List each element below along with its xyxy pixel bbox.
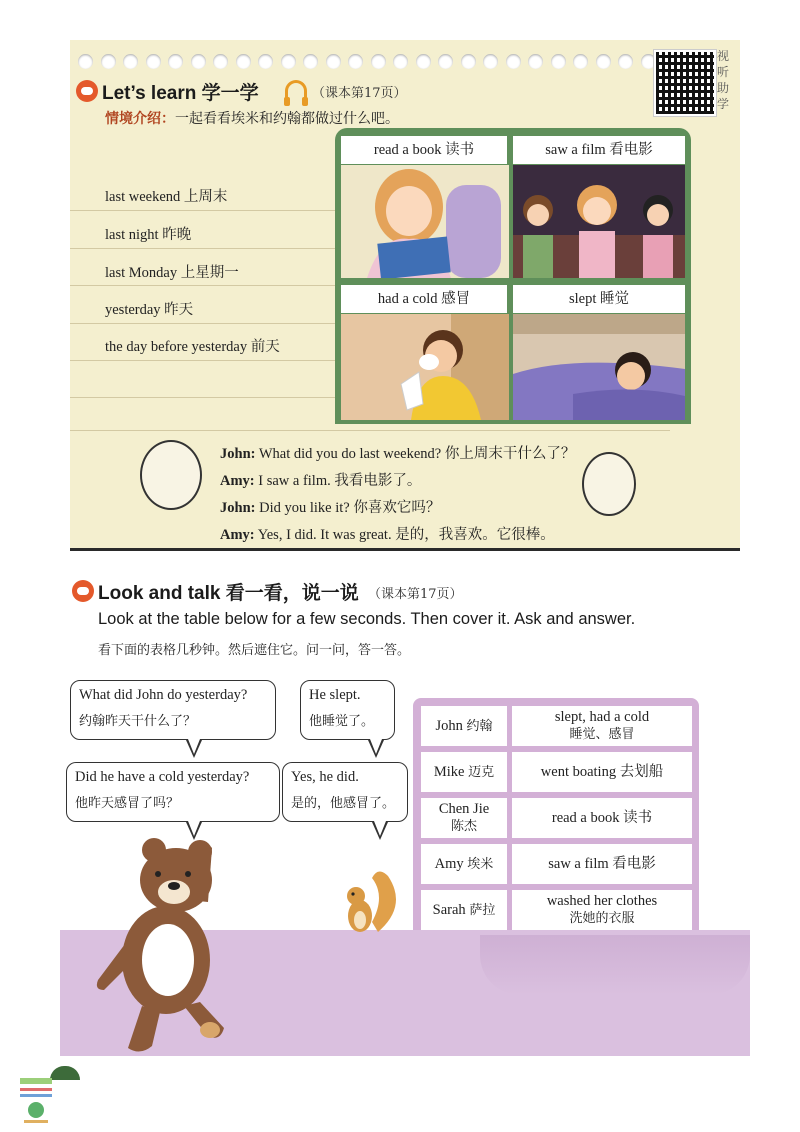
dialog-speaker: John: <box>220 500 256 516</box>
table-name-cell <box>421 798 507 838</box>
picture-label: saw a film 看电影 <box>513 136 685 164</box>
bubble-tail <box>186 740 202 758</box>
binding-hole <box>438 54 453 69</box>
squirrel-illustration <box>338 866 404 936</box>
binding-hole <box>618 54 633 69</box>
activity-en: read a book 读书 <box>551 810 653 826</box>
talk-title-en: Look and talk <box>98 583 221 604</box>
bubble-cn: 约翰昨天干什么了？ <box>79 714 197 729</box>
talk-section-icon <box>72 580 94 602</box>
name-en: Sarah <box>432 901 466 918</box>
vocab-item: last weekend 上周末 <box>105 189 228 205</box>
picture-saw-film <box>513 165 685 278</box>
picture-read-book <box>341 165 509 278</box>
ruled-line <box>70 360 335 361</box>
binding-hole <box>146 54 161 69</box>
binding-hole <box>236 54 251 69</box>
learn-section-icon <box>76 80 98 102</box>
dialog-line <box>220 523 555 544</box>
binding-hole <box>596 54 611 69</box>
qr-label-char: 学 <box>716 97 729 111</box>
speech-bubble <box>300 680 395 740</box>
publisher-logo-icon <box>18 1076 54 1126</box>
table-name-cell <box>421 752 507 792</box>
dialog-text: I saw a film. 我看电影了。 <box>254 473 422 489</box>
amy-character <box>582 452 636 516</box>
learn-title-cn: 学一学 <box>201 82 259 104</box>
speech-bubble <box>282 762 408 822</box>
table-activity-cell <box>512 706 692 746</box>
footer-page-arc <box>50 1066 80 1080</box>
binding-hole <box>168 54 183 69</box>
dialog-speaker: Amy: <box>220 473 255 489</box>
name-cn: 约翰 <box>466 718 493 734</box>
qr-label-char: 助 <box>716 81 729 95</box>
activity-cn: 睡觉、感冒 <box>569 727 635 742</box>
talk-title-cn: 看一看，说一说 <box>225 582 359 604</box>
binding-hole <box>281 54 296 69</box>
name-en: Chen Jie <box>438 801 490 817</box>
learn-title <box>102 78 259 105</box>
ruled-line <box>70 430 670 431</box>
activity-cn: 洗她的衣服 <box>569 911 635 926</box>
learn-title-en: Let’s learn <box>102 83 197 104</box>
talk-page-ref: （课本第17页） <box>368 587 463 602</box>
bubble-tail <box>368 740 384 758</box>
activity-en: washed her clothes <box>546 893 658 909</box>
table-activity-cell <box>512 798 692 838</box>
activity-en: slept, had a cold <box>554 709 650 725</box>
table-activity-cell <box>512 890 692 930</box>
binding-hole <box>573 54 588 69</box>
dialog-speaker: John: <box>220 446 256 462</box>
binding-hole <box>123 54 138 69</box>
bubble-en: Yes, he did. <box>291 769 359 785</box>
table-name-cell <box>421 706 507 746</box>
dialog-line <box>220 469 421 490</box>
name-cn: 陈杰 <box>450 819 477 834</box>
bubble-en: He slept. <box>309 687 361 703</box>
name-en: Amy <box>434 855 464 872</box>
binding-hole <box>303 54 318 69</box>
qr-code-icon[interactable] <box>654 50 716 116</box>
name-cn: 迈克 <box>468 764 495 780</box>
dialog-line <box>220 442 575 463</box>
binding-hole <box>483 54 498 69</box>
dialog-speaker: Amy: <box>220 527 255 543</box>
binding-hole <box>258 54 273 69</box>
picture-had-cold <box>341 314 509 420</box>
speech-bubble <box>70 680 276 740</box>
vocab-item: yesterday 昨天 <box>105 302 194 318</box>
bubble-cn: 他昨天感冒了吗？ <box>75 796 180 811</box>
ruled-line <box>70 285 335 286</box>
name-en: John <box>435 717 463 734</box>
dialog-text: What did you do last weekend? 你上周末干什么了？ <box>255 446 576 462</box>
speech-bubble <box>66 762 280 822</box>
ruled-line <box>70 248 335 249</box>
table-name-cell <box>421 890 507 930</box>
binding-hole <box>326 54 341 69</box>
bubble-cn: 是的，他感冒了。 <box>291 796 396 811</box>
intro-body: 一起看看埃米和约翰都做过什么吧。 <box>175 111 399 127</box>
learn-page-ref: （课本第17页） <box>312 86 407 101</box>
name-cn: 埃米 <box>467 856 494 872</box>
binding-hole <box>348 54 363 69</box>
bubble-en: Did he have a cold yesterday? <box>75 769 250 785</box>
instruction-cn: 看下面的表格几秒钟。然后遮住它。问一问，答一答。 <box>98 643 411 658</box>
dialog-text: Yes, I did. It was great. 是的，我喜欢。它很棒。 <box>254 527 555 543</box>
picture-label: read a book 读书 <box>341 136 507 164</box>
binding-hole <box>78 54 93 69</box>
bubble-tail <box>372 822 388 840</box>
vocab-item: last night 昨晚 <box>105 227 192 243</box>
binding-hole <box>416 54 431 69</box>
intro-label: 情境介绍： <box>105 111 175 127</box>
vocab-item: the day before yesterday 前天 <box>105 339 280 355</box>
binding-hole <box>101 54 116 69</box>
activity-en: went boating 去划船 <box>540 764 664 780</box>
bubble-en: What did John do yesterday? <box>79 687 248 703</box>
intro-text <box>105 108 399 128</box>
name-cn: 萨拉 <box>469 902 496 918</box>
picture-label: slept 睡觉 <box>513 285 685 313</box>
activity-en: saw a film 看电影 <box>548 856 656 872</box>
binding-hole <box>551 54 566 69</box>
table-name-cell <box>421 844 507 884</box>
dialog-line <box>220 496 440 517</box>
table-activity-cell <box>512 752 692 792</box>
binding-hole <box>528 54 543 69</box>
dialog-text: Did you like it? 你喜欢它吗？ <box>255 500 441 516</box>
bear-illustration <box>88 830 238 1055</box>
instruction-en: Look at the table below for a few seconds. Then cover it. Ask and answer. <box>98 610 636 628</box>
binding-hole <box>461 54 476 69</box>
table-activity-cell <box>512 844 692 884</box>
binding-hole <box>213 54 228 69</box>
name-en: Mike <box>433 763 465 780</box>
fold-shadow <box>480 935 750 995</box>
john-character <box>140 440 202 510</box>
binding-hole <box>191 54 206 69</box>
talk-title <box>98 578 359 605</box>
binding-hole <box>506 54 521 69</box>
picture-slept <box>513 314 685 420</box>
binding-hole <box>371 54 386 69</box>
binding-hole <box>393 54 408 69</box>
headphone-icon[interactable] <box>285 80 307 99</box>
vocab-item: last Monday 上星期一 <box>105 265 239 281</box>
bubble-cn: 他睡觉了。 <box>309 714 375 729</box>
picture-label: had a cold 感冒 <box>341 285 507 313</box>
qr-label-char: 听 <box>716 65 729 79</box>
qr-label-char: 视 <box>716 49 729 63</box>
ruled-line <box>70 210 335 211</box>
ruled-line <box>70 323 335 324</box>
ruled-line <box>70 397 335 398</box>
qr-label <box>715 48 731 112</box>
picture-grid <box>335 128 691 424</box>
